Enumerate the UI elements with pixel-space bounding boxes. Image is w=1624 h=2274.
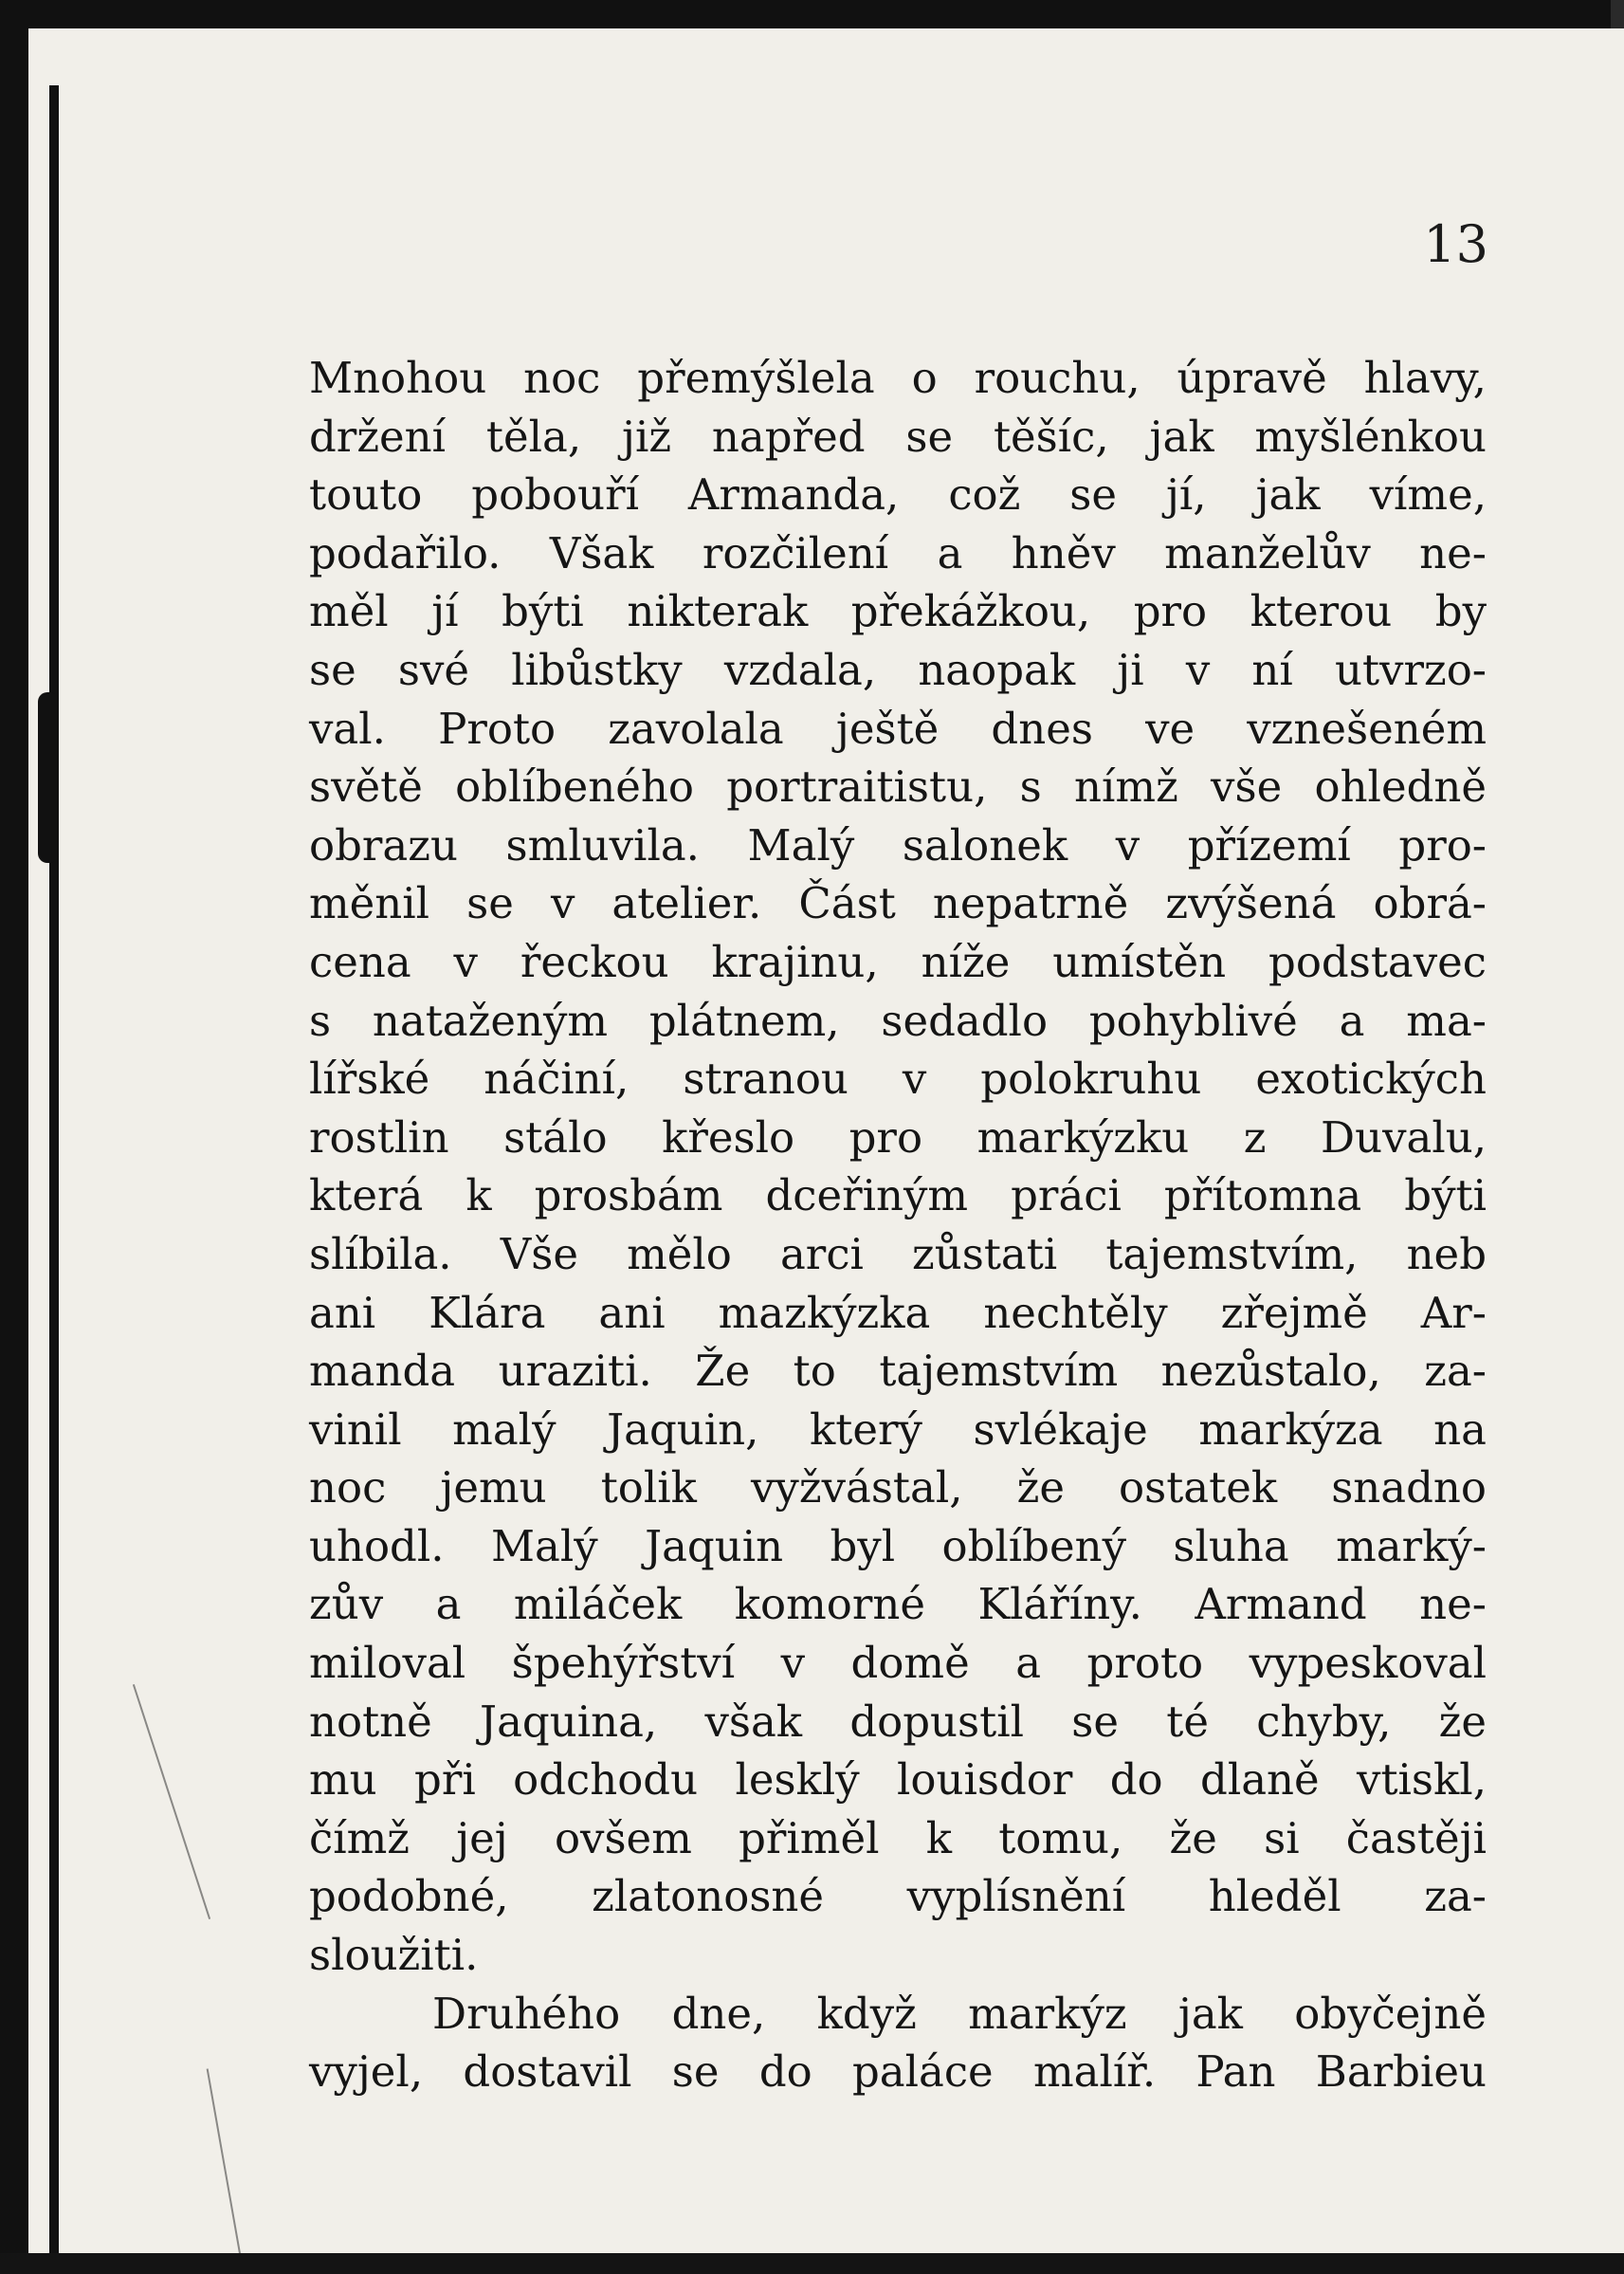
text-line: měnil se v atelier. Část nepatrně zvýšená obrá- (309, 878, 1487, 929)
text-line: miloval špehýřství v domě a proto vypeskoval (309, 1638, 1487, 1689)
text-line: sloužiti. (309, 1930, 479, 1981)
page-number: 13 (1423, 214, 1488, 274)
text-line: touto pobouří Armanda, což se jí, jak víme, (309, 469, 1487, 521)
text-line: Druhého dne, když markýz jak obyčejně (432, 1988, 1487, 2039)
text-line: vyjel, dostavil se do paláce malíř. Pan Barbieu (309, 2046, 1487, 2098)
binding-notch (38, 692, 59, 863)
binding-shadow (49, 85, 59, 2266)
text-line: zův a miláček komorné Kláříny. Armand ne- (309, 1579, 1487, 1630)
text-line: slíbila. Vše mělo arci zůstati tajemstvím, neb (309, 1228, 1487, 1279)
text-line: se své libůstky vzdala, naopak ji v ní utvrzo- (309, 644, 1487, 695)
text-line: s nataženým plátnem, sedadlo pohyblivé a ma- (309, 995, 1487, 1046)
text-line: Mnohou noc přemýšlela o rouchu, úpravě hlavy, (309, 353, 1487, 403)
scan-scratch (133, 1684, 210, 1919)
book-page (28, 28, 1624, 2274)
text-line: uhodl. Malý Jaquin byl oblíbený sluha marký- (309, 1520, 1487, 1571)
text-line: obrazu smluvila. Malý salonek v přízemí pro- (309, 819, 1487, 871)
text-line: čímž jej ovšem přiměl k tomu, že si častěji (309, 1812, 1487, 1863)
text-line: podobné, zlatonosné vyplísnění hleděl za- (309, 1871, 1487, 1922)
text-line: podařilo. Však rozčilení a hněv manželův ne- (309, 527, 1487, 578)
scan-scratch (207, 2068, 242, 2255)
text-line: cena v řeckou krajinu, níže umístěn podstavec (309, 936, 1487, 987)
text-line: která k prosbám dceřiným práci přítomna býti (309, 1170, 1487, 1221)
text-line: notně Jaquina, však dopustil se té chyby, že (309, 1696, 1487, 1747)
body-text (309, 349, 1487, 2101)
text-line: ani Klára ani mazkýzka nechtěly zřejmě Ar- (309, 1287, 1487, 1338)
text-line: noc jemu tolik vyžvástal, že ostatek snadno (309, 1462, 1487, 1513)
scan-bottom-edge (0, 2253, 1624, 2274)
text-line: manda uraziti. Že to tajemstvím nezůstalo, za- (309, 1346, 1487, 1397)
text-line: lířské náčiní, stranou v polokruhu exotických (309, 1054, 1487, 1105)
text-line: mu při odchodu lesklý louisdor do dlaně vtiskl, (309, 1754, 1487, 1806)
text-line: držení těla, již napřed se těšíc, jak myšlénkou (309, 411, 1487, 462)
text-line: měl jí býti nikterak překážkou, pro kterou by (309, 586, 1487, 637)
text-line: val. Proto zavolala ještě dnes ve vznešeném (309, 703, 1487, 754)
text-line: vinil malý Jaquin, který svlékaje markýza na (309, 1403, 1487, 1455)
text-line: rostlin stálo křeslo pro markýzku z Duvalu, (309, 1111, 1487, 1163)
paragraph (309, 1985, 1487, 2101)
paragraph (309, 349, 1487, 1985)
text-line: světě oblíbeného portraitistu, s nímž vše ohledně (309, 761, 1487, 813)
